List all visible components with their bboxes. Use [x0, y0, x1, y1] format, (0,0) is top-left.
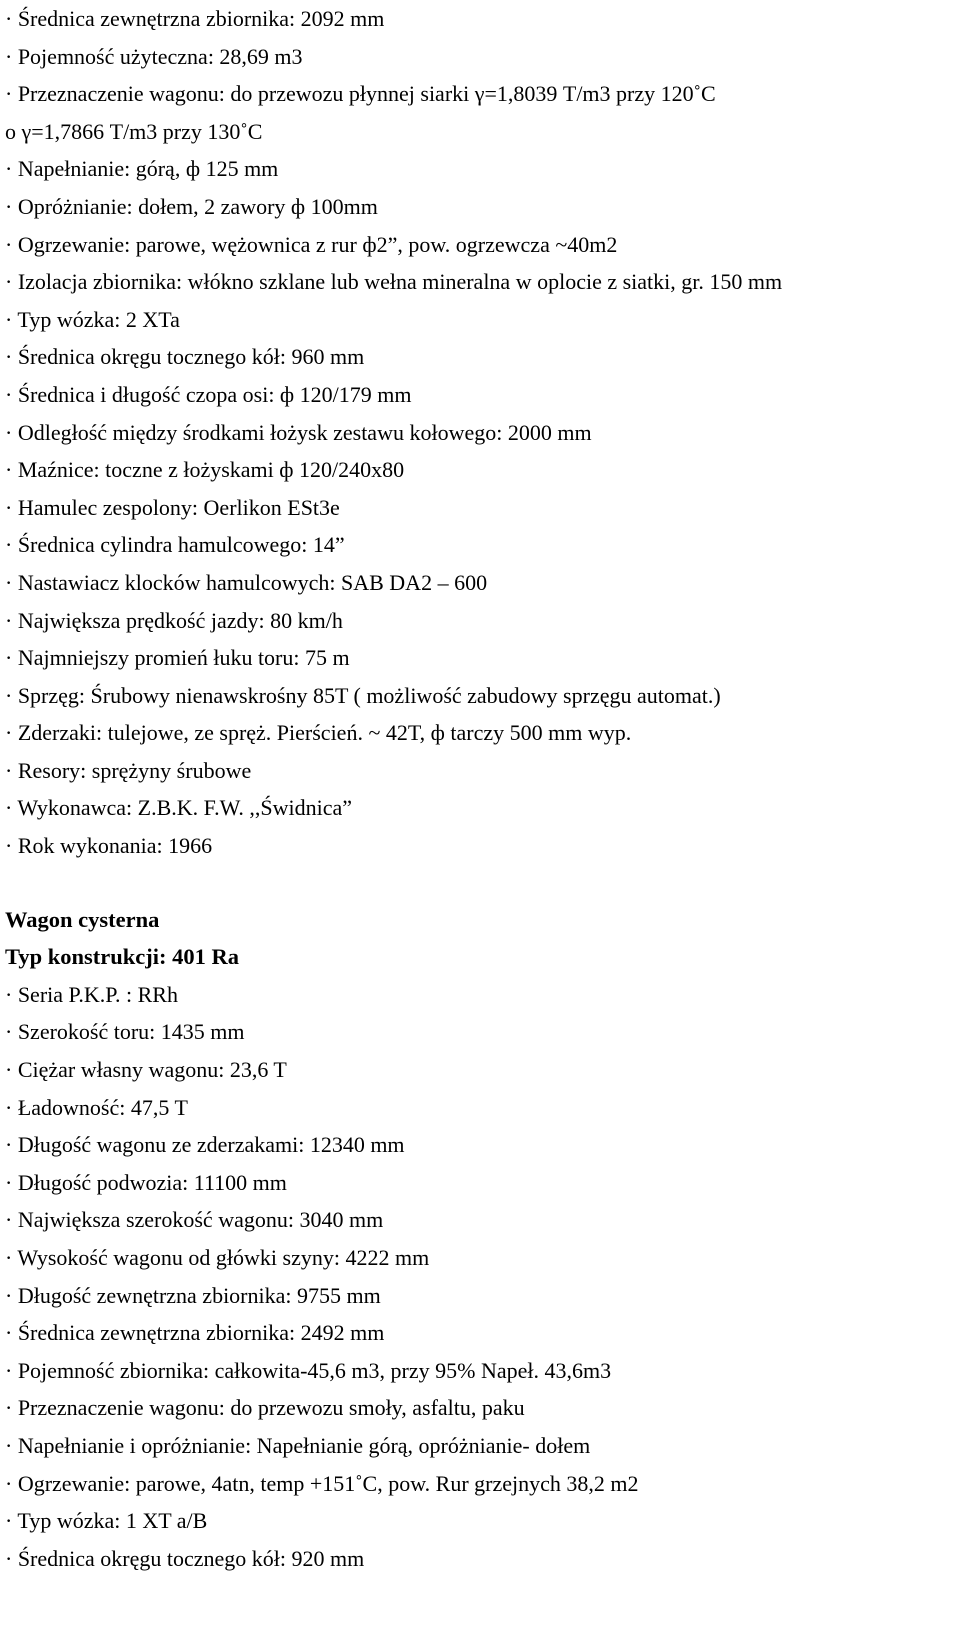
list-item: o γ=1,7866 T/m3 przy 130˚C — [5, 118, 263, 144]
list-item: · Średnica zewnętrzna zbiornika: 2492 mm — [5, 1320, 385, 1346]
list-item: · Wysokość wagonu od główki szyny: 4222 mm — [5, 1245, 430, 1270]
list-item: · Sprzęg: Śrubowy nienawskrośny 85T ( możliwość zabudowy sprzęgu automat.) — [5, 682, 721, 708]
list-item: · Hamulec zespolony: Oerlikon ESt3e — [5, 494, 340, 520]
list-item: · Ogrzewanie: parowe, wężownica z rur ф2”, pow. ogrzewcza ~40m2 — [5, 231, 618, 257]
spec-list-first — [5, 0, 955, 865]
list-item: · Seria P.K.P. : RRh — [5, 981, 178, 1007]
list-item: · Szerokość toru: 1435 mm — [5, 1019, 245, 1045]
list-item: · Rok wykonania: 1966 — [5, 833, 213, 859]
list-item: · Resory: sprężyny śrubowe — [5, 757, 252, 783]
list-item: · Odległość między środkami łożysk zestawu kołowego: 2000 mm — [5, 419, 592, 445]
list-item: · Opróżnianie: dołem, 2 zawory ф 100mm — [5, 193, 378, 219]
list-item: · Napełnianie: górą, ф 125 mm — [5, 156, 279, 182]
list-item: · Średnica cylindra hamulcowego: 14” — [5, 532, 345, 558]
list-item: · Izolacja zbiornika: włókno szklane lub wełna mineralna w oplocie z siatki, gr. 150 mm — [5, 269, 783, 295]
list-item: · Zderzaki: tulejowe, ze spręż. Pierścień. ~ 42T, ф tarczy 500 mm wyp. — [5, 720, 632, 746]
list-item: · Wykonawca: Z.B.K. F.W. ,,Świdnica” — [5, 795, 353, 821]
list-item: · Średnica okręgu tocznego kół: 960 mm — [5, 344, 365, 370]
list-item: · Ładowność: 47,5 T — [5, 1094, 188, 1120]
list-item: · Długość podwozia: 11100 mm — [5, 1169, 287, 1195]
list-item: · Średnica i długość czopa osi: ф 120/179 mm — [5, 381, 412, 407]
list-item: · Pojemność użyteczna: 28,69 m3 — [5, 43, 303, 69]
list-item: · Maźnice: toczne z łożyskami ф 120/240x80 — [5, 457, 405, 483]
section-spacer — [5, 865, 955, 901]
list-item: · Typ wózka: 2 XTa — [5, 306, 180, 332]
list-item: · Najmniejszy promień łuku toru: 75 m — [5, 645, 350, 671]
list-item: · Długość zewnętrzna zbiornika: 9755 mm — [5, 1282, 381, 1308]
list-item: · Największa szerokość wagonu: 3040 mm — [5, 1207, 384, 1233]
list-item: · Napełnianie i opróżnianie: Napełnianie górą, opróżnianie- dołem — [5, 1432, 591, 1458]
list-item: · Nastawiacz klocków hamulcowych: SAB DA2 – 600 — [5, 569, 488, 595]
document-page — [5, 0, 955, 1577]
list-item: · Przeznaczenie wagonu: do przewozu smoły, asfaltu, paku — [5, 1395, 525, 1421]
list-item: · Średnica okręgu tocznego kół: 920 mm — [5, 1545, 365, 1571]
list-item: · Przeznaczenie wagonu: do przewozu płynnej siarki γ=1,8039 T/m3 przy 120˚C — [5, 81, 716, 107]
list-item: · Największa prędkość jazdy: 80 km/h — [5, 607, 343, 633]
list-item: · Typ wózka: 1 XT a/B — [5, 1508, 208, 1534]
section-subtitle: Typ konstrukcji: 401 Ra — [5, 944, 239, 970]
list-item: · Średnica zewnętrzna zbiornika: 2092 mm — [5, 6, 385, 31]
list-item: · Ogrzewanie: parowe, 4atn, temp +151˚C, pow. Rur grzejnych 38,2 m2 — [5, 1470, 639, 1496]
list-item: · Pojemność zbiornika: całkowita-45,6 m3, przy 95% Napeł. 43,6m3 — [5, 1357, 612, 1383]
list-item: · Długość wagonu ze zderzakami: 12340 mm — [5, 1132, 405, 1158]
list-item: · Ciężar własny wagonu: 23,6 T — [5, 1057, 287, 1083]
spec-section-second — [5, 901, 955, 1578]
section-title: Wagon cysterna — [5, 906, 160, 932]
